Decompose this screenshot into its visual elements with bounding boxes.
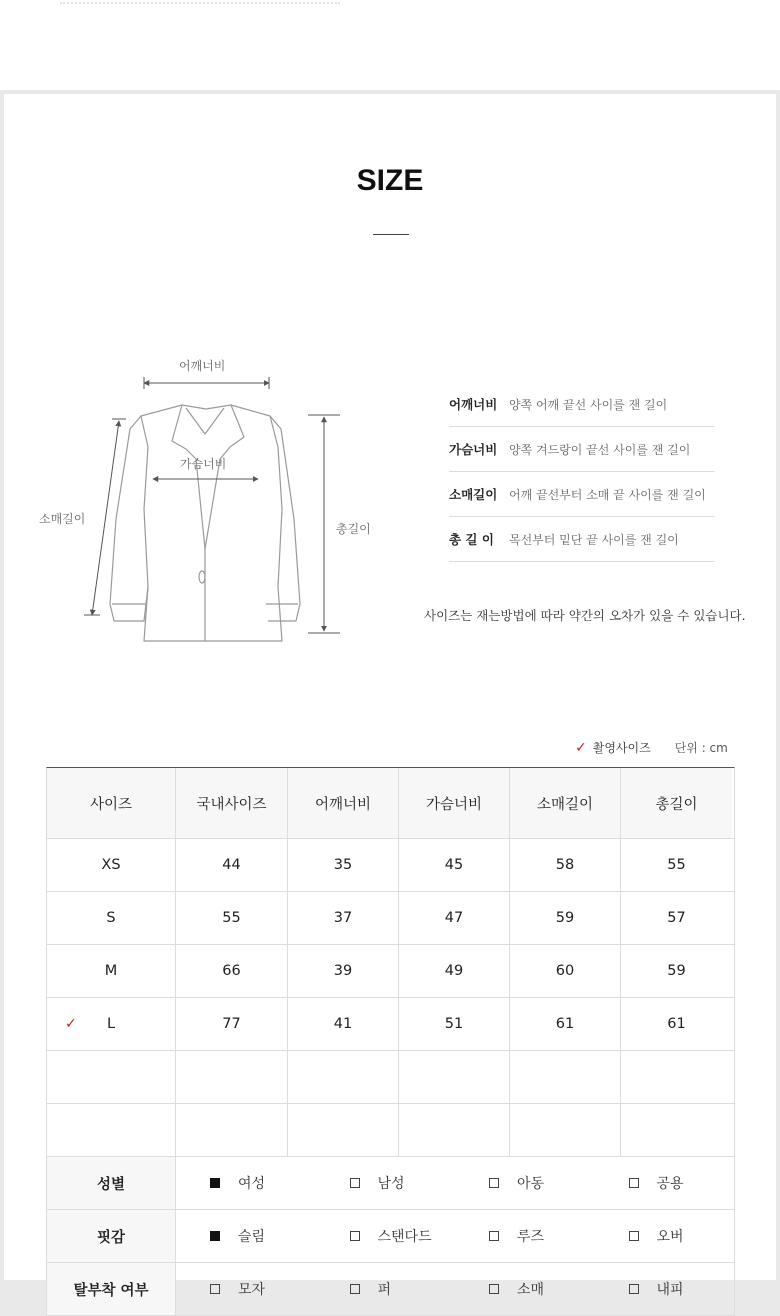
option-slim bbox=[176, 1210, 316, 1262]
checkbox-checked-icon bbox=[210, 1231, 220, 1241]
table-cell: 55 bbox=[667, 857, 686, 873]
attribute-options bbox=[176, 1157, 734, 1209]
definition-term: 소매길이 bbox=[449, 487, 498, 502]
table-cell: 39 bbox=[288, 945, 399, 997]
top-bar bbox=[0, 0, 780, 90]
table-cell: 47 bbox=[399, 892, 510, 944]
empty-cell bbox=[621, 1051, 732, 1103]
checkbox-empty-icon bbox=[629, 1284, 639, 1294]
checkbox-empty-icon bbox=[210, 1284, 220, 1294]
table-cell: 61 bbox=[667, 1016, 686, 1032]
empty-cell bbox=[176, 1051, 288, 1103]
checkbox-empty-icon bbox=[350, 1284, 360, 1294]
option-male bbox=[316, 1157, 456, 1209]
measurement-note: 사이즈는 재는방법에 따라 약간의 오차가 있을 수 있습니다. bbox=[424, 608, 746, 623]
definition-term: 어깨너비 bbox=[449, 397, 498, 412]
option-label: 내피 bbox=[656, 1282, 684, 1298]
definition-row bbox=[449, 517, 715, 562]
empty-cell bbox=[176, 1104, 288, 1156]
definition-desc: 목선부터 밑단 끝 사이를 잰 길이 bbox=[509, 532, 679, 547]
cut-off-content bbox=[60, 0, 340, 4]
option-label: 남성 bbox=[377, 1176, 405, 1192]
table-header-row bbox=[47, 768, 734, 839]
option-label: 공용 bbox=[656, 1176, 684, 1192]
shoulder-label: 어깨너비 bbox=[179, 359, 226, 373]
option-standard bbox=[316, 1210, 456, 1262]
table-cell: 61 bbox=[510, 998, 621, 1050]
option-label: 소매 bbox=[517, 1282, 545, 1298]
size-card bbox=[4, 94, 776, 1299]
table-header: 사이즈 bbox=[47, 768, 176, 838]
table-legend bbox=[575, 739, 728, 756]
table-cell: 44 bbox=[176, 839, 288, 891]
check-icon: ✓ bbox=[575, 740, 587, 756]
checkbox-empty-icon bbox=[489, 1178, 499, 1188]
table-cell: 59 bbox=[510, 892, 621, 944]
option-label: 스탠다드 bbox=[377, 1229, 432, 1245]
empty-cell bbox=[621, 1104, 732, 1156]
attribute-label: 핏감 bbox=[47, 1210, 176, 1262]
attribute-row-fit bbox=[47, 1210, 734, 1263]
table-row bbox=[47, 839, 734, 892]
checkbox-empty-icon bbox=[489, 1284, 499, 1294]
option-label: 오버 bbox=[656, 1229, 684, 1245]
table-row bbox=[47, 998, 734, 1051]
attribute-options bbox=[176, 1210, 734, 1262]
table-cell: 58 bbox=[510, 839, 621, 891]
chest-label: 가슴너비 bbox=[180, 457, 227, 471]
empty-cell bbox=[510, 1051, 621, 1103]
option-unisex bbox=[595, 1157, 735, 1209]
checkbox-checked-icon bbox=[210, 1178, 220, 1188]
definition-term: 총 길 이 bbox=[449, 532, 494, 547]
option-over bbox=[595, 1210, 735, 1262]
check-icon: ✓ bbox=[65, 1016, 77, 1032]
size-cell-label: L bbox=[106, 1016, 116, 1032]
empty-cell bbox=[510, 1104, 621, 1156]
jacket-illustration-icon bbox=[34, 359, 394, 659]
table-cell: 60 bbox=[510, 945, 621, 997]
definition-row bbox=[449, 427, 715, 472]
table-header: 어깨너비 bbox=[288, 768, 399, 838]
photo-size-label: 촬영사이즈 bbox=[592, 741, 651, 755]
table-row bbox=[47, 892, 734, 945]
table-cell: 66 bbox=[176, 945, 288, 997]
definition-desc: 어깨 끝선부터 소매 끝 사이를 잰 길이 bbox=[509, 487, 706, 502]
option-label: 모자 bbox=[238, 1282, 266, 1298]
table-header: 국내사이즈 bbox=[176, 768, 288, 838]
size-table bbox=[46, 767, 735, 1316]
empty-cell bbox=[288, 1104, 399, 1156]
table-cell: 59 bbox=[667, 963, 686, 979]
jacket-diagram bbox=[34, 359, 394, 659]
option-kids bbox=[455, 1157, 595, 1209]
measurement-definitions bbox=[449, 382, 715, 562]
option-lining bbox=[595, 1263, 735, 1315]
option-label: 여성 bbox=[238, 1176, 266, 1192]
table-header: 소매길이 bbox=[510, 768, 621, 838]
attribute-label: 탈부착 여부 bbox=[47, 1263, 176, 1315]
table-cell: 55 bbox=[176, 892, 288, 944]
attribute-row-detachable bbox=[47, 1263, 734, 1316]
empty-cell bbox=[288, 1051, 399, 1103]
option-sleeve bbox=[455, 1263, 595, 1315]
attribute-options bbox=[176, 1263, 734, 1315]
size-cell: S bbox=[47, 892, 176, 944]
unit-label: 단위 : cm bbox=[674, 741, 728, 755]
option-label: 루즈 bbox=[517, 1229, 545, 1245]
table-cell: 41 bbox=[288, 998, 399, 1050]
length-label: 총길이 bbox=[336, 522, 371, 536]
option-label: 슬림 bbox=[238, 1229, 266, 1245]
table-cell: 57 bbox=[667, 910, 686, 926]
table-cell: 51 bbox=[399, 998, 510, 1050]
option-hood bbox=[176, 1263, 316, 1315]
definition-row bbox=[449, 382, 715, 427]
table-header: 가슴너비 bbox=[399, 768, 510, 838]
title-divider bbox=[373, 234, 409, 235]
table-cell: 45 bbox=[399, 839, 510, 891]
definition-row bbox=[449, 472, 715, 517]
table-row-empty bbox=[47, 1104, 734, 1157]
empty-cell bbox=[399, 1104, 510, 1156]
checkbox-empty-icon bbox=[350, 1231, 360, 1241]
checkbox-empty-icon bbox=[350, 1178, 360, 1188]
definition-term: 가슴너비 bbox=[449, 442, 498, 457]
attribute-label: 성별 bbox=[47, 1157, 176, 1209]
empty-cell bbox=[399, 1051, 510, 1103]
checkbox-empty-icon bbox=[489, 1231, 499, 1241]
size-cell: XS bbox=[47, 839, 176, 891]
option-female bbox=[176, 1157, 316, 1209]
definition-desc: 양쪽 어깨 끝선 사이를 잰 길이 bbox=[509, 397, 668, 412]
empty-cell bbox=[47, 1104, 176, 1156]
definition-desc: 양쪽 겨드랑이 끝선 사이를 잰 길이 bbox=[509, 442, 691, 457]
table-row-empty bbox=[47, 1051, 734, 1104]
attribute-row-gender bbox=[47, 1157, 734, 1210]
option-label: 아동 bbox=[517, 1176, 545, 1192]
empty-cell bbox=[47, 1051, 176, 1103]
option-loose bbox=[455, 1210, 595, 1262]
option-fur bbox=[316, 1263, 456, 1315]
size-cell: M bbox=[47, 945, 176, 997]
page-title: SIZE bbox=[356, 164, 424, 197]
table-cell: 49 bbox=[399, 945, 510, 997]
size-cell bbox=[47, 998, 176, 1050]
table-cell: 37 bbox=[288, 892, 399, 944]
sleeve-label: 소매길이 bbox=[39, 512, 86, 526]
table-cell: 77 bbox=[176, 998, 288, 1050]
table-header: 총길이 bbox=[621, 768, 732, 838]
table-row bbox=[47, 945, 734, 998]
checkbox-empty-icon bbox=[629, 1178, 639, 1188]
table-cell: 35 bbox=[288, 839, 399, 891]
option-label: 퍼 bbox=[377, 1282, 392, 1298]
checkbox-empty-icon bbox=[629, 1231, 639, 1241]
